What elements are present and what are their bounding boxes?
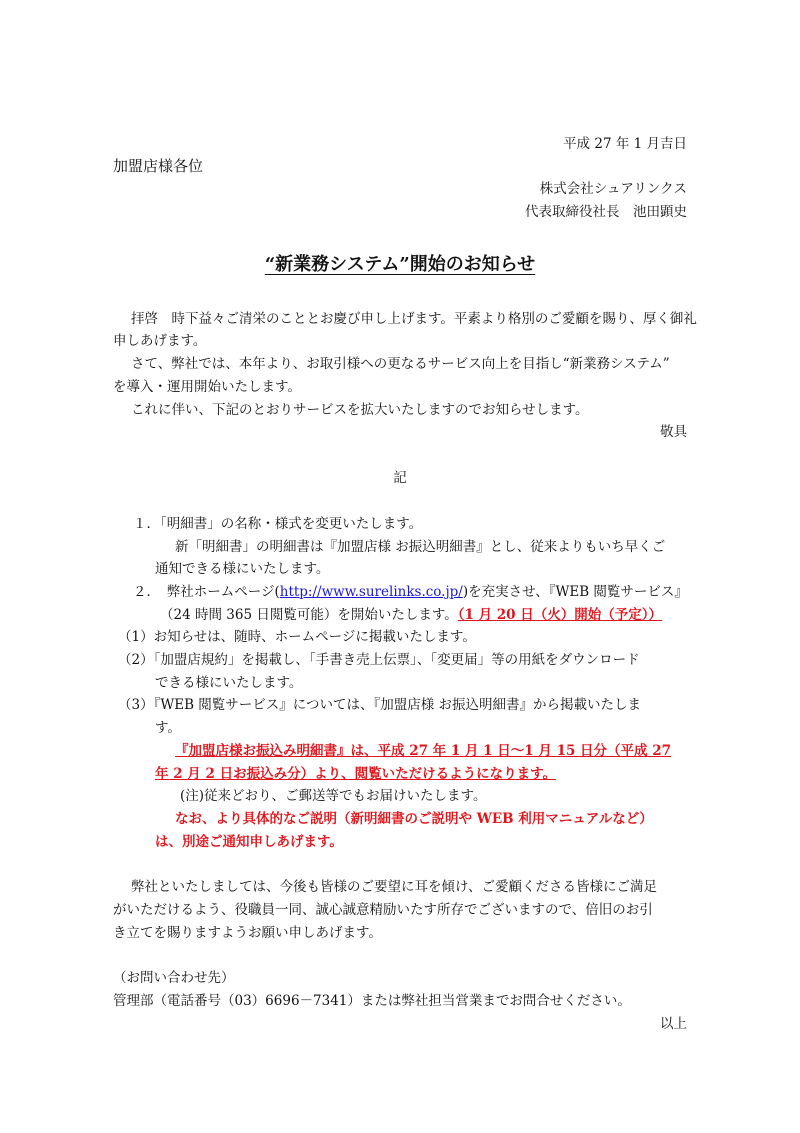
sub-item-2: （2）「加盟店規約」を掲載し、「手書き売上伝票」、「変更届」等の用紙をダウンロード [118, 652, 640, 668]
representative-name: 代表取締役社長 池田顕史 [525, 204, 687, 220]
contact-line: 管理部（電話番号（03）6696－7341）または弊社担当営業までお問合せください。 [113, 993, 631, 1009]
item-1: １．「明細書」の名称・様式を変更いたします。 [133, 516, 423, 532]
closing-keigu: 敬具 [660, 424, 687, 440]
sub-item-3-detail: す。 [155, 720, 181, 736]
further-info-red: は、別途ご通知申しあげます。 [155, 834, 343, 850]
further-info-red: なお、より具体的なご説明（新明細書のご説明や WEB 利用マニュアルなど） [175, 811, 653, 827]
document-date: 平成 27 年 1 月吉日 [563, 136, 687, 152]
closing-paragraph: 弊社といたしましては、今後も皆様のご要望に耳を傾け、ご愛顧くださる皆様にご満足 [131, 879, 657, 895]
item-2-start-date: （1 月 20 日（火）開始（予定）） [457, 607, 663, 623]
item-2-availability: （24 時間 365 日閲覧可能）を開始いたします。 [160, 607, 458, 623]
sub-item-2-detail: できる様にいたします。 [155, 675, 303, 691]
company-name: 株式会社シュアリンクス [539, 181, 687, 197]
greeting-line: を導入・運用開始いたします。 [113, 379, 301, 395]
ki-heading: 記 [393, 470, 407, 486]
contact-label: （お問い合わせ先） [113, 970, 235, 986]
item-2-detail [160, 606, 662, 624]
greeting-line: これに伴い、下記のとおりサービスを拡大いたしますのでお知らせします。 [131, 402, 589, 418]
item-2 [133, 583, 688, 601]
closing-paragraph: がいただけるよう、役職員一同、誠心誠意精励いたす所存でございますので、倍旧のお引 [113, 902, 653, 918]
ijou-end: 以上 [660, 1016, 687, 1032]
closing-paragraph: き立てを賜りますようお願い申しあげます。 [113, 925, 382, 941]
greeting-line: 申しあげます。 [113, 333, 207, 349]
greeting-line: さて、弊社では、本年より、お取引様への更なるサービス向上を目指し“新業務システム” [131, 356, 670, 372]
notice-red: 年 2 月 2 日お振込み分）より、閲覧いただけるようになります。 [155, 766, 557, 782]
mail-note: (注)従来どおり、ご郵送等でもお届けいたします。 [180, 788, 487, 804]
item-1-detail: 通知できる様にいたします。 [155, 561, 330, 577]
item-2-suffix: )を充実させ、『WEB 閲覧サービス』 [462, 584, 688, 600]
notice-red: 『加盟店様お振込み明細書』は、平成 27 年 1 月 1 日～1 月 15 日分（平成 27 [175, 743, 672, 759]
greeting-line: 拝啓 時下益々ご清栄のこととお慶び申し上げます。平素より格別のご愛顧を賜り、厚く御礼 [131, 311, 697, 327]
document-title: “新業務システム”開始のお知らせ [264, 254, 536, 275]
addressee: 加盟店様各位 [113, 157, 204, 175]
homepage-link[interactable]: http://www.surelinks.co.jp/ [279, 584, 463, 600]
item-1-detail: 新「明細書」の明細書は『加盟店様 お振込明細書』とし、従来よりもいち早くご [175, 539, 666, 555]
item-2-prefix: ２． 弊社ホームページ( [133, 584, 280, 600]
sub-item-3: （3）『WEB 閲覧サービス』については、『加盟店様 お振込明細書』から掲載いたしま [118, 697, 642, 713]
sub-item-1: （1）お知らせは、随時、ホームページに掲載いたします。 [118, 629, 476, 645]
